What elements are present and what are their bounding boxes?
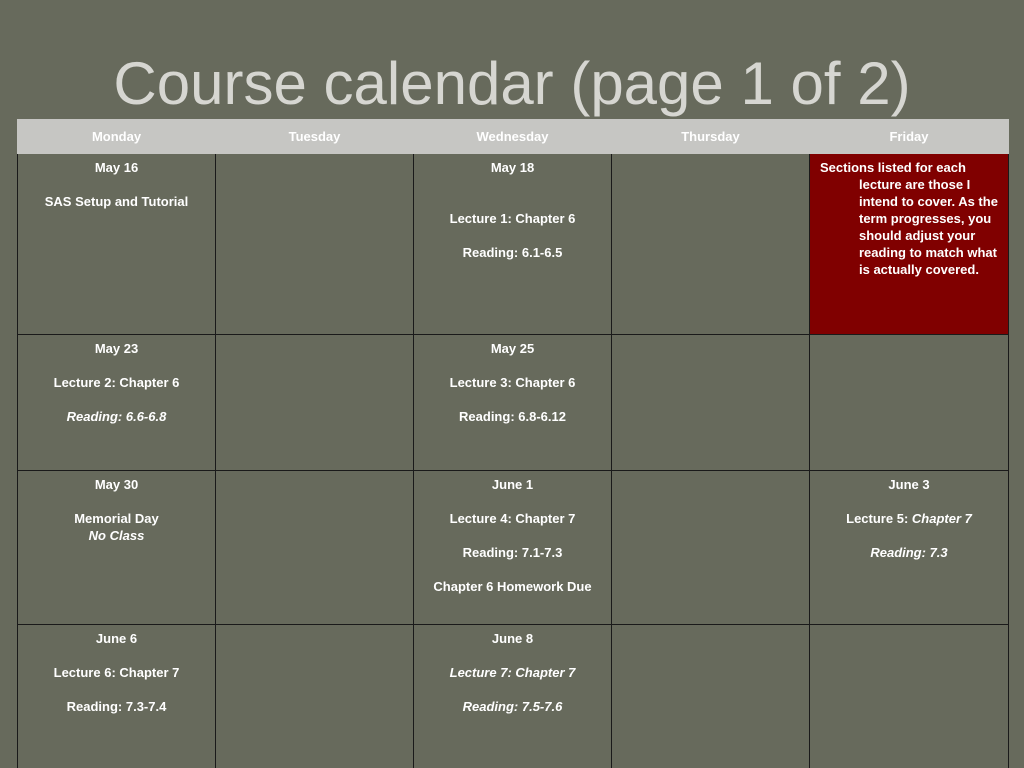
cell-may-25 <box>414 335 612 471</box>
page-title: Course calendar (page 1 of 2) <box>113 50 911 117</box>
cell-lecture: Lecture 1: Chapter 6 <box>449 211 576 226</box>
cell-empty <box>216 154 414 335</box>
week-row-4 <box>18 625 1009 768</box>
cell-reading: Reading: 7.3 <box>870 545 948 560</box>
cell-date: June 6 <box>95 631 138 646</box>
cell-reading: Reading: 6.1-6.5 <box>462 245 563 260</box>
cell-may-18 <box>414 154 612 335</box>
cell-date: June 3 <box>888 477 930 492</box>
cell-june-8 <box>414 625 612 768</box>
week-row-3 <box>18 471 1009 625</box>
cell-date: May 30 <box>94 477 139 492</box>
cell-empty <box>612 335 810 471</box>
cell-empty <box>216 471 414 625</box>
cell-empty <box>216 625 414 768</box>
header-tuesday: Tuesday <box>216 120 414 154</box>
header-monday: Monday <box>18 120 216 154</box>
lecture-label: Lecture 5: <box>846 511 912 526</box>
header-thursday: Thursday <box>612 120 810 154</box>
cell-date: June 8 <box>491 631 534 646</box>
week-row-1 <box>18 154 1009 335</box>
cell-empty <box>810 335 1009 471</box>
cell-reading: Reading: 7.3-7.4 <box>66 699 167 714</box>
cell-lecture: Lecture 7: Chapter 7 <box>449 665 576 680</box>
header-row <box>18 120 1009 154</box>
cell-may-30 <box>18 471 216 625</box>
week-row-2 <box>18 335 1009 471</box>
header-friday: Friday <box>810 120 1009 154</box>
cell-may-16 <box>18 154 216 335</box>
lecture-chapter: Chapter 7 <box>911 511 972 526</box>
cell-empty <box>612 625 810 768</box>
cell-lecture <box>816 510 1002 527</box>
cell-date: June 1 <box>491 477 534 492</box>
cell-may-23 <box>18 335 216 471</box>
cell-reading: Reading: 6.8-6.12 <box>459 409 566 424</box>
cell-holiday: Memorial Day <box>74 511 159 526</box>
cell-june-1 <box>414 471 612 625</box>
cell-date: May 25 <box>490 341 535 356</box>
cell-empty <box>216 335 414 471</box>
cell-lecture: Lecture 6: Chapter 7 <box>53 665 180 680</box>
cell-reading: Reading: 7.5-7.6 <box>462 699 563 714</box>
note-text: Sections listed for each lecture are those I intend to cover. As the term progresses, you should adjust your reading to match what is actually covered. <box>820 160 998 277</box>
cell-no-class: No Class <box>88 528 145 543</box>
cell-date: May 18 <box>490 160 535 175</box>
cell-date: May 23 <box>94 341 139 356</box>
cell-homework: Chapter 6 Homework Due <box>433 579 592 594</box>
cell-empty <box>810 625 1009 768</box>
cell-empty <box>612 154 810 335</box>
cell-june-6 <box>18 625 216 768</box>
cell-lecture: Lecture 2: Chapter 6 <box>53 375 180 390</box>
calendar-table <box>17 119 1009 768</box>
cell-lecture: Lecture 4: Chapter 7 <box>449 511 576 526</box>
note-cell <box>810 154 1009 335</box>
cell-reading: Reading: 7.1-7.3 <box>462 545 563 560</box>
cell-empty <box>612 471 810 625</box>
cell-event: SAS Setup and Tutorial <box>44 194 189 209</box>
cell-june-3 <box>810 471 1009 625</box>
cell-reading: Reading: 6.6-6.8 <box>66 409 167 424</box>
header-wednesday: Wednesday <box>414 120 612 154</box>
cell-date: May 16 <box>94 160 139 175</box>
cell-lecture: Lecture 3: Chapter 6 <box>449 375 576 390</box>
